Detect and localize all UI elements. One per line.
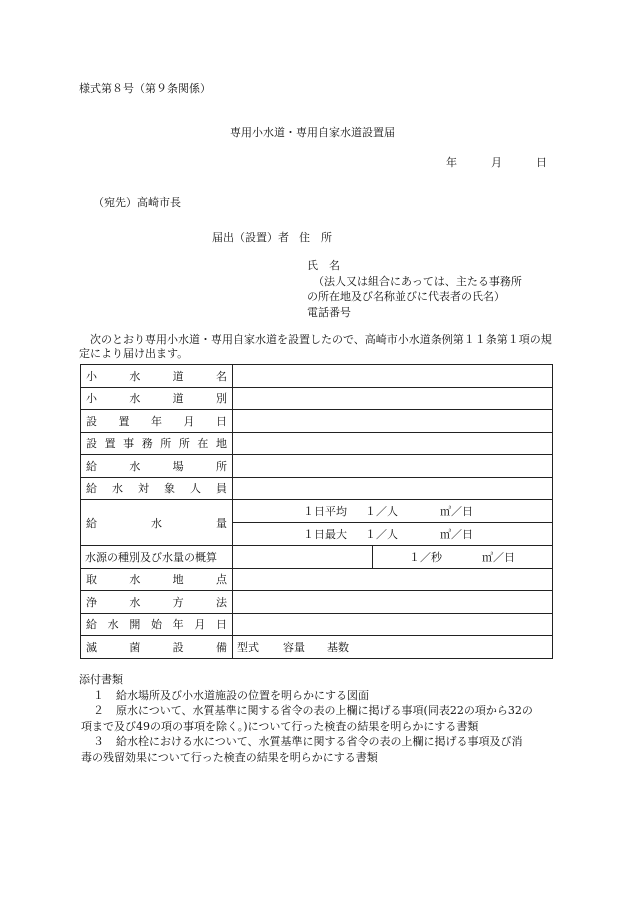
supply-start-date-field[interactable] — [233, 613, 553, 636]
table-row — [81, 410, 553, 433]
supply-max-label: １日最大 — [303, 528, 347, 541]
installation-date-field[interactable] — [233, 410, 553, 433]
table-row — [81, 500, 553, 523]
list-item — [79, 688, 533, 704]
applicant-label: 届出（設置）者 — [212, 231, 289, 244]
item-text: 給水栓における水について、水質基準に関する省令の表の上欄に掲げる事項及び消 — [116, 735, 523, 748]
per-person-label: １／人 — [365, 528, 398, 541]
row-label: 取水地点 — [81, 568, 233, 591]
date-month-label: 月 — [491, 156, 502, 169]
supply-max-field[interactable] — [233, 523, 553, 546]
attachments-section — [79, 672, 533, 765]
table-row — [81, 591, 553, 614]
table-row — [81, 477, 553, 500]
table-row — [81, 455, 553, 478]
form-number: 様式第８号（第９条関係） — [79, 82, 211, 95]
per-person-label: １／人 — [365, 505, 398, 518]
water-system-type-field[interactable] — [233, 387, 553, 410]
table-row — [81, 432, 553, 455]
applicant-address-line — [212, 231, 332, 245]
application-table — [80, 364, 553, 659]
item-continuation: 項まで及び49の項の事項を除く。)について行った検査の結果を明らかにする書類 — [81, 719, 479, 733]
item-continuation: 毒の残留効果について行った検査の結果を明らかにする書類 — [81, 750, 378, 764]
row-label: 給水量 — [81, 500, 233, 546]
water-system-name-field[interactable] — [233, 365, 553, 388]
date-line — [446, 156, 547, 170]
table-row — [81, 636, 553, 659]
item-number: ３ — [93, 735, 104, 748]
corp-note-2: の所在地及び名称並びに代表者の氏名） — [307, 290, 505, 303]
row-label: 設置年月日 — [81, 410, 233, 433]
unit-label: ㎥／日 — [482, 550, 515, 564]
row-label: 小水道別 — [81, 387, 233, 410]
capacity-label: 容量 — [283, 640, 305, 654]
per-second-label: １／秒 — [409, 550, 442, 564]
item-number: １ — [93, 688, 104, 702]
intake-point-field[interactable] — [233, 568, 553, 591]
page-title: 専用小水道・専用自家水道設置届 — [230, 126, 395, 139]
name-label: 氏 名 — [307, 259, 340, 272]
table-row — [81, 387, 553, 410]
statement-text: 次のとおり専用小水道・専用自家水道を設置したので、高崎市小水道条例第１１条第１項の規定により届け出ます。 — [79, 333, 552, 360]
sterilization-equipment-field[interactable] — [233, 636, 553, 659]
target-population-field[interactable] — [233, 477, 553, 500]
supply-average-field[interactable] — [233, 500, 553, 523]
applicant-name-block — [307, 258, 522, 320]
corp-note-1: （法人又は組合にあっては、主たる事務所 — [313, 274, 522, 288]
unit-label: ㎥／日 — [440, 505, 473, 518]
item-number: ２ — [93, 704, 104, 717]
list-item — [79, 703, 533, 719]
supply-location-field[interactable] — [233, 455, 553, 478]
table-row — [81, 365, 553, 388]
attachments-heading: 添付書類 — [79, 673, 123, 686]
row-label: 給水場所 — [81, 455, 233, 478]
water-source-type-field[interactable] — [233, 546, 373, 569]
unit-label: ㎥／日 — [440, 528, 473, 541]
phone-label: 電話番号 — [307, 305, 351, 319]
address-label: 住 所 — [299, 231, 332, 244]
table-row — [81, 613, 553, 636]
row-label: 滅菌設備 — [81, 636, 233, 659]
model-label: 型式 — [237, 640, 259, 654]
row-label: 水源の種別及び水量の概算 — [81, 546, 233, 569]
item-text: 原水について、水質基準に関する省令の表の上欄に掲げる事項(同表22の項から32の — [116, 704, 533, 717]
statement — [79, 333, 554, 361]
row-label: 給水対象人員 — [81, 477, 233, 500]
row-label: 小水道名 — [81, 365, 233, 388]
row-label: 設置事務所所在地 — [81, 432, 233, 455]
row-label: 給水開始年月日 — [81, 613, 233, 636]
date-year-label: 年 — [446, 156, 457, 169]
date-day-label: 日 — [536, 156, 547, 169]
table-row — [81, 568, 553, 591]
table-row — [81, 546, 553, 569]
purification-method-field[interactable] — [233, 591, 553, 614]
addressee: （宛先）高崎市長 — [93, 196, 181, 209]
item-text: 給水場所及び小水道施設の位置を明らかにする図面 — [116, 688, 369, 702]
count-label: 基数 — [327, 640, 349, 654]
row-label: 浄水方法 — [81, 591, 233, 614]
office-location-field[interactable] — [233, 432, 553, 455]
list-item — [79, 734, 533, 750]
supply-average-label: １日平均 — [303, 505, 347, 518]
water-source-volume-field[interactable] — [373, 546, 553, 569]
